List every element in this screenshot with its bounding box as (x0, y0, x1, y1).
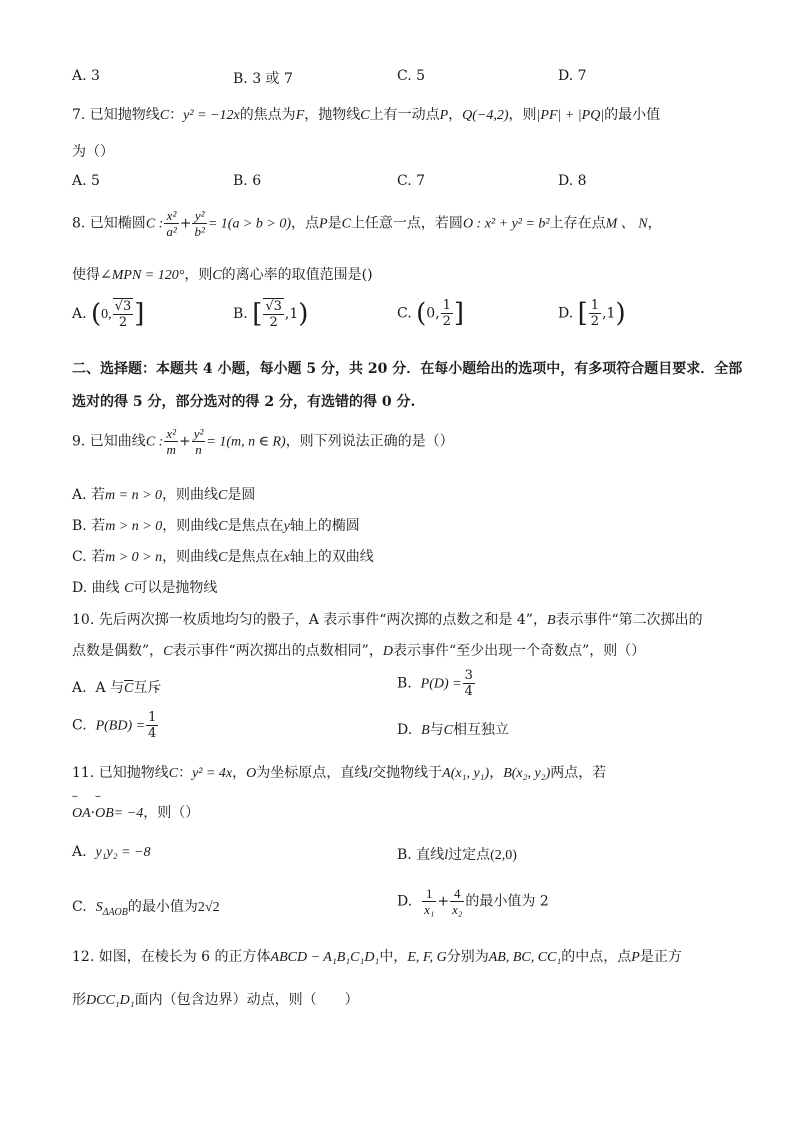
q10-stem-line2: 点数是偶数”，C表示事件“两次掷出的点数相同”，D表示事件“至少出现一个奇数点”，则（） (72, 643, 646, 659)
q11-stem: 11. 已知抛物线C：y² = 4x，O为坐标原点，直线l交抛物线于A(x₁, y₁)，B(x₂, y₂)两点，若 (72, 765, 607, 781)
q11-option-a: A. y₁y₂ = −8 (72, 844, 151, 860)
q9-option-c: C. 若m > 0 > n，则曲线C是焦点在x轴上的双曲线 (72, 549, 374, 565)
q9-option-a: A. 若m = n > 0，则曲线C是圆 (72, 487, 256, 503)
q10-option-b: B. P(D) = $\frac{3}{4}$ (397, 668, 473, 699)
q11-option-d: D. $\frac{1}{\text{x₁}}$ + $\frac{4}{\text{x₂}}$ 的最小值为 2 (397, 886, 549, 917)
q8-stem-line2: 使得∠MPN = 120°，则C的离心率的取值范围是() (72, 267, 373, 283)
q10-option-d: D. B与C相互独立 (397, 722, 509, 738)
q7-stem: 7. 已知抛物线C：y² = −12x的焦点为F，抛物线C上有一动点P，Q(−4,2)，则|PF| + |PQ|的最小值 (72, 107, 661, 123)
q9-option-d: D. 曲线 C可以是抛物线 (72, 580, 218, 596)
section2-heading: 二、选择题：本题共 4 小题，每小题 5 分，共 20 分．在每小题给出的选项中，有多项符合题目要求．全部 (72, 361, 743, 377)
section2-heading-line2: 选对的得 5 分，部分选对的得 2 分，有选错的得 0 分. (72, 394, 416, 410)
q12-stem: 12. 如图，在棱长为 6 的正方体ABCD − A₁B₁C₁D₁中，E, F, G分别为AB, BC, CC₁的中点，点P是正方 (72, 949, 682, 965)
q6-option-d: D. 7 (558, 68, 587, 84)
q8-option-c: C. (0, $\frac{1}{2}$ ] (397, 298, 465, 329)
q7-option-d: D. 8 (558, 173, 587, 189)
q10-option-c: C. P(BD) = $\frac{1}{4}$ (72, 710, 157, 741)
q7-stem-line2: 为（） (72, 144, 114, 160)
q11-stem-line2: ˘˘ OA·˘˘ OB= −4，则（） (72, 802, 199, 822)
q7-option-b: B. 6 (233, 173, 262, 189)
q9-option-b: B. 若m > n > 0，则曲线C是焦点在y轴上的椭圆 (72, 518, 360, 534)
q7-option-a: A. 5 (72, 173, 100, 189)
q11-option-c: C. $S_{\Delta AOB}$的最小值为2√2 (72, 899, 220, 918)
q8-option-a: A. (0, $\frac{√3}{2}$ ] (72, 299, 145, 330)
q11-option-b: B. 直线l过定点(2,0) (397, 847, 517, 863)
q6-option-b: B. 3 或 7 (233, 71, 293, 87)
q8-option-d: D. [ $\frac{1}{2}$ ,1) (558, 298, 626, 329)
q10-option-a: A. A 与$\overline{C}$互斥 (72, 680, 162, 696)
q10-stem: 10. 先后两次掷一枚质地均匀的骰子，A 表示事件“两次掷的点数之和是 4”，B表示事件“第二次掷出的 (72, 612, 703, 628)
q6-option-a: A. 3 (72, 68, 100, 84)
q9-stem: 9. 已知曲线C : $\frac{\text{x²}}{m}$ + $\frac{\text{y²}}{n}$ = 1(m, n ∈ R)，则下列说法正确的是（） (72, 426, 454, 457)
q6-option-c: C. 5 (397, 68, 426, 84)
q12-stem-line2: 形DCC₁D₁面内（包含边界）动点，则（ ） (72, 992, 359, 1008)
q8-stem: 8. 已知椭圆C : $\frac{\text{x²}}{\text{a²}}$ + $\frac{\text{y²}}{\text{b²}}$ = 1(a > b > 0)，点P是C上任意一点，若圆O : x² + y² = b²上存在点M 、 N， (72, 208, 662, 239)
q8-option-b: B. [ $\frac{√3}{2}$ ,1) (233, 299, 309, 330)
q7-option-c: C. 7 (397, 173, 426, 189)
